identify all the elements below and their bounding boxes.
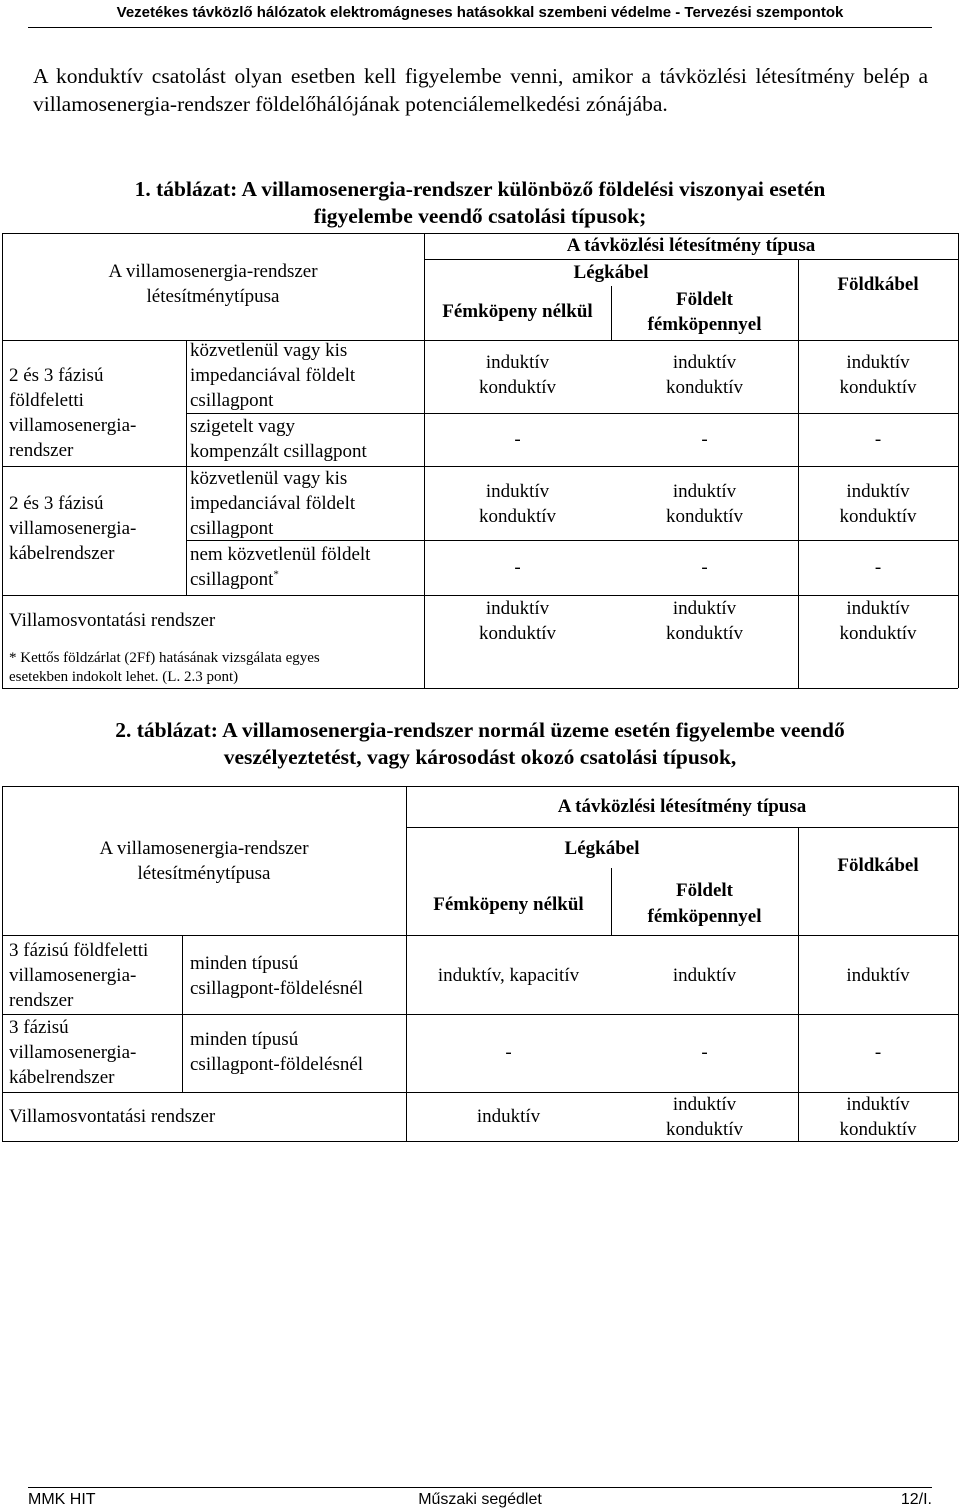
t1-line <box>186 413 958 414</box>
t1-r4-c3-dash: - <box>874 557 882 578</box>
t1-sub4-text: csillagpont <box>190 569 274 590</box>
t1-sub1-line3: csillagpont <box>190 390 274 411</box>
t1-header-earthed: Földelt <box>676 289 733 310</box>
t2-r1-c1: induktív, kapacitív <box>437 965 580 986</box>
t2-r3-c3-kond: konduktív <box>839 1119 917 1140</box>
t2-group1-line1: 3 fázisú földfeletti <box>9 940 149 961</box>
t1-r3-c2-kond: konduktív <box>665 506 744 527</box>
t2-header-earthed: Földelt <box>676 880 733 901</box>
t2-header-telecom: A távközlési létesítmény típusa <box>557 796 807 817</box>
t1-r4-c2-dash: - <box>701 557 708 578</box>
t1-sub1-line1: közvetlenül vagy kis <box>190 340 348 361</box>
t1-r3-c1-kond: konduktív <box>478 506 557 527</box>
t1-line <box>2 688 958 689</box>
t2-sub2-line2: csillagpont-földelésnél <box>190 1054 364 1075</box>
t1-group2-line3: kábelrendszer <box>9 543 115 564</box>
t1-r1-c2-kond: konduktív <box>665 377 744 398</box>
footer-left: MMK HIT <box>28 1491 96 1508</box>
t1-header-system: A villamosenergia-rendszer <box>108 261 318 282</box>
t1-sub1-line2: impedanciával földelt <box>190 365 356 386</box>
t1-sub3-line2: impedanciával földelt <box>190 493 356 514</box>
t1-r3-c3-ind: induktív <box>846 481 910 502</box>
t2-sub1-line1: minden típusú <box>190 953 299 974</box>
t1-group1-line4: rendszer <box>9 440 74 461</box>
t1-group1-line1: 2 és 3 fázisú <box>9 365 104 386</box>
t1-r5-c1-ind: induktív <box>485 598 550 619</box>
t1-r4-c1-dash: - <box>514 557 521 578</box>
t1-r2-c2-dash: - <box>701 429 708 450</box>
t1-r3-c1-ind: induktív <box>485 481 550 502</box>
t2-r3-c2-kond: konduktív <box>665 1119 744 1140</box>
t2-group1-line3: rendszer <box>9 990 74 1011</box>
table2-caption-line2: veszélyeztetést, vagy károsodást okozó csatolási típusok, <box>223 745 737 769</box>
t1-line <box>186 340 187 595</box>
t1-line <box>2 340 958 341</box>
t2-r2-c2-dash: - <box>701 1042 708 1063</box>
table1-caption-line2: figyelembe veendő csatolási típusok; <box>313 204 647 228</box>
t2-r3-c3-ind: induktív <box>846 1094 910 1115</box>
t1-header-no-sheath: Fémköpeny nélkül <box>442 301 593 322</box>
t1-r3-c2-ind: induktív <box>672 481 737 502</box>
t2-header-system-type: létesítménytípusa <box>137 863 271 884</box>
t2-group2-line3: kábelrendszer <box>9 1067 115 1088</box>
t1-r5-c3-kond: konduktív <box>839 623 917 644</box>
t2-line <box>2 786 958 787</box>
t2-r1-c2: induktív <box>672 965 737 986</box>
t1-footnote-line2: esetekben indokolt lehet. (L. 2.3 pont) <box>9 669 239 685</box>
intro-paragraph: A konduktív csatolást olyan esetben kell figyelembe venni, amikor a távközlési létesítmény belép a villamosenergia-rendszer földelőhálójának potenciálemelkedési zónájába. <box>33 64 928 116</box>
t2-sub1-line2: csillagpont-földelésnél <box>190 978 364 999</box>
t1-sub2-line1: szigetelt vagy <box>190 416 295 437</box>
t2-header-system: A villamosenergia-rendszer <box>99 838 309 859</box>
t1-r5-c2-kond: konduktív <box>665 623 744 644</box>
t2-line <box>182 935 183 1092</box>
t1-group1-line3: villamosenergia- <box>9 415 137 436</box>
t2-group2-line2: villamosenergia- <box>9 1042 137 1063</box>
t2-line <box>2 935 958 936</box>
t1-header-underground: Földkábel <box>837 274 919 295</box>
footer-center: Műszaki segédlet <box>418 1491 542 1508</box>
t1-footnote-line1: * Kettős földzárlat (2Ff) hatásának vizsgálata egyes <box>9 650 320 666</box>
header-rule <box>28 27 932 28</box>
t1-r5-c2-ind: induktív <box>672 598 737 619</box>
t2-traction: Villamosvontatási rendszer <box>9 1106 216 1127</box>
t1-footnote-mark: * <box>273 568 279 581</box>
t1-line <box>2 466 958 467</box>
t1-header-system-type: létesítménytípusa <box>146 286 280 307</box>
t1-r1-c3-ind: induktív <box>846 352 910 373</box>
t2-header-no-sheath: Fémköpeny nélkül <box>433 894 584 915</box>
t1-r1-c1-kond: konduktív <box>478 377 557 398</box>
t2-line <box>406 827 958 828</box>
t2-header-earthed-sheath: fémköpennyel <box>647 906 762 927</box>
table1-caption-line1: 1. táblázat: A villamosenergia-rendszer különböző földelési viszonyai esetén <box>134 177 826 201</box>
t2-line <box>2 1014 958 1015</box>
t1-r2-c3-dash: - <box>874 429 882 450</box>
t1-group1-line2: földfeletti <box>9 390 84 411</box>
table2-caption-line1: 2. táblázat: A villamosenergia-rendszer normál üzeme esetén figyelembe veendő <box>115 718 845 742</box>
t1-r1-c2-ind: induktív <box>672 352 737 373</box>
t1-sub3-line3: csillagpont <box>190 518 274 539</box>
running-header: Vezetékes távközlő hálózatok elektromágneses hatásokkal szembeni védelme - Tervezési szempontok <box>116 4 844 21</box>
t1-group2-line2: villamosenergia- <box>9 518 137 539</box>
t1-line <box>186 540 958 541</box>
t1-group2-line1: 2 és 3 fázisú <box>9 493 104 514</box>
t1-header-earthed-sheath: fémköpennyel <box>647 314 762 335</box>
t1-sub4-line2 <box>190 567 279 592</box>
t2-r2-c3-dash: - <box>874 1042 882 1063</box>
t2-r3-c2-ind: induktív <box>672 1094 737 1115</box>
t1-r1-c1-ind: induktív <box>485 352 550 373</box>
t2-r3-c1: induktív <box>476 1106 541 1127</box>
t2-line <box>958 786 959 1141</box>
footer-page-number: 12/I. <box>900 1491 932 1508</box>
t2-header-aerial: Légkábel <box>564 838 640 859</box>
t2-group1-line2: villamosenergia- <box>9 965 137 986</box>
t1-line <box>958 233 959 688</box>
t1-r1-c3-kond: konduktív <box>839 377 917 398</box>
t1-r2-c1-dash: - <box>514 429 521 450</box>
footer-rule <box>28 1487 932 1488</box>
t1-sub4-line1: nem közvetlenül földelt <box>190 544 371 565</box>
t2-r1-c3: induktív <box>846 965 910 986</box>
t2-group2-line1: 3 fázisú <box>9 1017 69 1038</box>
t1-sub2-line2: kompenzált csillagpont <box>190 441 367 462</box>
t1-traction: Villamosvontatási rendszer <box>9 610 216 631</box>
t1-r5-c1-kond: konduktív <box>478 623 557 644</box>
t1-r5-c3-ind: induktív <box>846 598 910 619</box>
t2-header-underground: Földkábel <box>837 855 919 876</box>
t1-sub3-line1: közvetlenül vagy kis <box>190 468 348 489</box>
t2-sub2-line1: minden típusú <box>190 1029 299 1050</box>
t1-header-aerial: Légkábel <box>573 262 649 283</box>
t2-r2-c1-dash: - <box>505 1042 512 1063</box>
t1-header-telecom: A távközlési létesítmény típusa <box>566 235 816 256</box>
t1-r3-c3-kond: konduktív <box>839 506 917 527</box>
